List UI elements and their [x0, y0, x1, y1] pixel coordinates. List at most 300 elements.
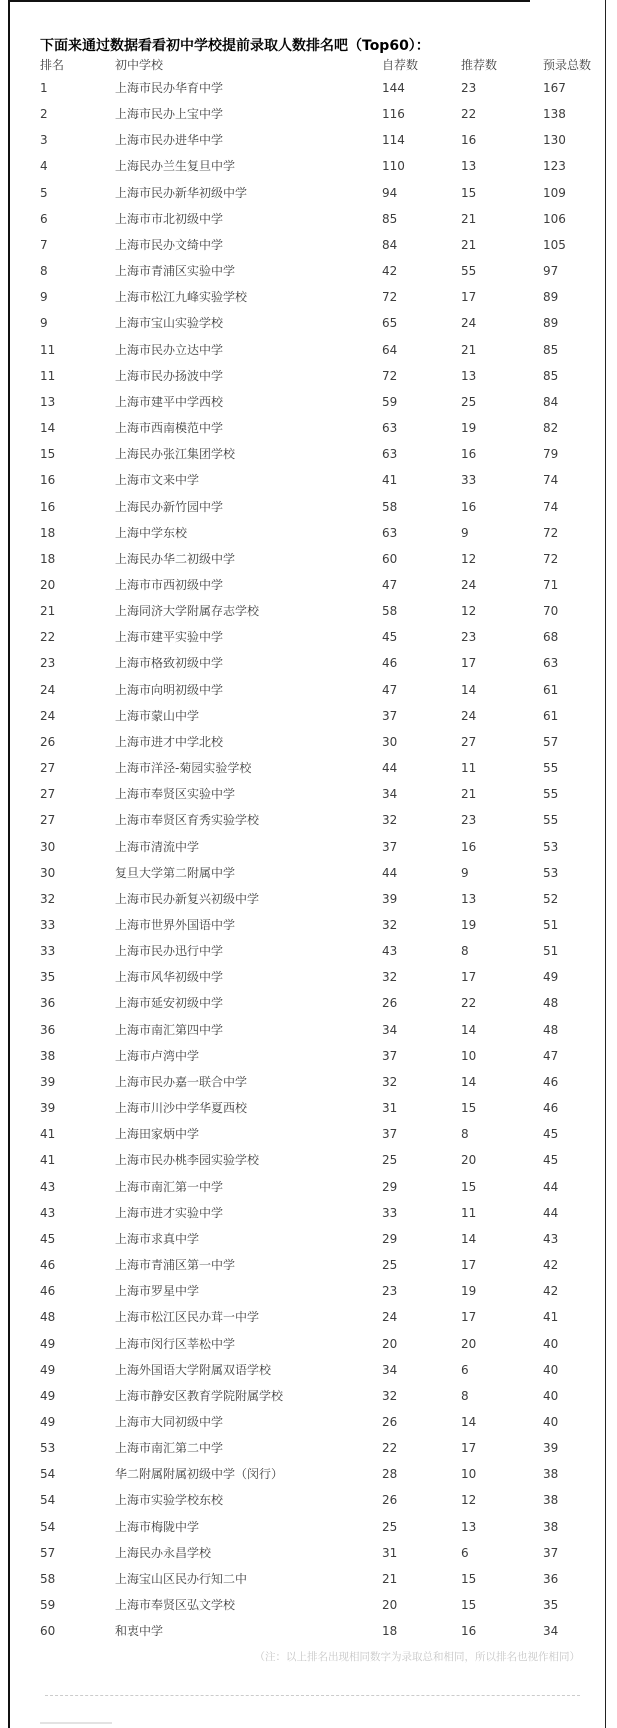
school-cell: 上海市青浦区实验中学 [115, 264, 236, 279]
self-recommend-cell: 63 [382, 421, 398, 436]
cutoff-element-edge [40, 1722, 112, 1724]
table-row [0, 703, 617, 729]
total-cell: 74 [543, 499, 559, 514]
recommend-cell: 17 [461, 656, 477, 671]
recommend-cell: 14 [461, 1074, 477, 1089]
header-recommend-count: 推荐数 [461, 58, 498, 72]
recommend-cell: 21 [461, 787, 477, 802]
total-cell: 55 [543, 761, 559, 776]
self-recommend-cell: 32 [382, 1074, 398, 1089]
table-row [0, 127, 617, 153]
school-cell: 上海市求真中学 [115, 1231, 200, 1246]
table-row [0, 886, 617, 912]
total-cell: 53 [543, 839, 559, 854]
total-cell: 55 [543, 813, 559, 828]
recommend-cell: 25 [461, 394, 477, 409]
rank-cell: 43 [40, 1179, 56, 1194]
self-recommend-cell: 85 [382, 211, 398, 226]
table-row [0, 415, 617, 441]
rank-cell: 6 [40, 211, 48, 226]
school-cell: 上海市进才中学北校 [115, 734, 224, 749]
recommend-cell: 24 [461, 316, 477, 331]
school-cell: 上海宝山区民办行知二中 [115, 1571, 248, 1586]
school-cell: 上海市民办新华初级中学 [115, 185, 248, 200]
recommend-cell: 17 [461, 1310, 477, 1325]
self-recommend-cell: 34 [382, 787, 398, 802]
school-cell: 上海民办兰生复旦中学 [115, 159, 236, 174]
total-cell: 167 [543, 81, 566, 95]
table-row [0, 781, 617, 807]
recommend-cell: 8 [461, 944, 469, 959]
table-row [0, 1121, 617, 1147]
total-cell: 49 [543, 970, 559, 985]
school-cell: 上海市南汇第二中学 [115, 1441, 224, 1456]
table-row [0, 860, 617, 886]
recommend-cell: 19 [461, 421, 477, 436]
table-row [0, 337, 617, 363]
total-cell: 40 [543, 1388, 559, 1403]
school-cell: 上海市市西初级中学 [115, 577, 224, 592]
table-row [0, 1383, 617, 1409]
total-cell: 52 [543, 891, 559, 906]
school-cell: 上海市奉贤区弘文学校 [115, 1598, 236, 1613]
school-cell: 上海市延安初级中学 [115, 996, 224, 1011]
recommend-cell: 13 [461, 368, 477, 383]
table-row [0, 1618, 617, 1644]
header-school: 初中学校 [115, 58, 164, 72]
school-cell: 上海市洋泾-菊园实验学校 [115, 761, 252, 776]
school-cell: 上海市西南模范中学 [115, 421, 224, 436]
recommend-cell: 10 [461, 1467, 477, 1482]
rank-cell: 16 [40, 499, 56, 514]
recommend-cell: 11 [461, 761, 477, 776]
recommend-cell: 15 [461, 1571, 477, 1586]
recommend-cell: 11 [461, 1205, 477, 1220]
table-row [0, 755, 617, 781]
school-cell: 复旦大学第二附属中学 [115, 865, 236, 880]
rank-cell: 2 [40, 107, 48, 122]
self-recommend-cell: 37 [382, 1127, 398, 1142]
total-cell: 72 [543, 551, 559, 566]
school-cell: 上海市民办华育中学 [115, 81, 224, 95]
recommend-cell: 16 [461, 839, 477, 854]
school-cell: 上海市大同初级中学 [115, 1414, 224, 1429]
rank-cell: 21 [40, 604, 56, 619]
recommend-cell: 10 [461, 1048, 477, 1063]
rank-cell: 23 [40, 656, 56, 671]
self-recommend-cell: 20 [382, 1598, 398, 1613]
self-recommend-cell: 63 [382, 447, 398, 462]
rank-cell: 22 [40, 630, 56, 645]
self-recommend-cell: 26 [382, 1493, 398, 1508]
total-cell: 40 [543, 1414, 559, 1429]
self-recommend-cell: 110 [382, 159, 405, 174]
school-cell: 上海市南汇第一中学 [115, 1179, 224, 1194]
rank-cell: 53 [40, 1441, 56, 1456]
total-cell: 57 [543, 734, 559, 749]
rank-cell: 26 [40, 734, 56, 749]
rank-cell: 41 [40, 1153, 56, 1168]
recommend-cell: 16 [461, 133, 477, 148]
table-row [0, 624, 617, 650]
total-cell: 84 [543, 394, 559, 409]
rank-cell: 39 [40, 1074, 56, 1089]
rank-cell: 60 [40, 1624, 56, 1639]
table-row [0, 363, 617, 389]
rank-cell: 14 [40, 421, 56, 436]
table-row [0, 598, 617, 624]
recommend-cell: 14 [461, 682, 477, 697]
table-row [0, 1540, 617, 1566]
table-row [0, 1252, 617, 1278]
table-row [0, 180, 617, 206]
school-cell: 上海市宝山实验学校 [115, 316, 224, 331]
self-recommend-cell: 32 [382, 813, 398, 828]
recommend-cell: 15 [461, 1101, 477, 1116]
total-cell: 47 [543, 1048, 559, 1063]
header-self-recommend-count: 自荐数 [382, 58, 419, 72]
rank-cell: 39 [40, 1101, 56, 1116]
school-cell: 上海市进才实验中学 [115, 1205, 224, 1220]
total-cell: 35 [543, 1598, 559, 1613]
rank-cell: 7 [40, 237, 48, 252]
total-cell: 45 [543, 1127, 559, 1142]
total-cell: 43 [543, 1231, 559, 1246]
recommend-cell: 20 [461, 1153, 477, 1168]
rank-cell: 43 [40, 1205, 56, 1220]
table-row [0, 1200, 617, 1226]
recommend-cell: 21 [461, 342, 477, 357]
school-cell: 上海市民办扬波中学 [115, 368, 224, 383]
table-row [0, 1095, 617, 1121]
rank-cell: 48 [40, 1310, 56, 1325]
recommend-cell: 23 [461, 813, 477, 828]
school-cell: 上海市向明初级中学 [115, 682, 224, 697]
self-recommend-cell: 21 [382, 1571, 398, 1586]
school-cell: 上海中学东校 [115, 525, 188, 540]
recommend-cell: 14 [461, 1414, 477, 1429]
school-cell: 上海市罗星中学 [115, 1284, 200, 1299]
total-cell: 89 [543, 316, 559, 331]
rank-cell: 36 [40, 996, 56, 1011]
table-row [0, 1147, 617, 1173]
recommend-cell: 33 [461, 473, 477, 488]
self-recommend-cell: 94 [382, 185, 398, 200]
school-cell: 上海外国语大学附属双语学校 [115, 1362, 272, 1377]
self-recommend-cell: 33 [382, 1205, 398, 1220]
school-cell: 上海市民办文绮中学 [115, 237, 224, 252]
self-recommend-cell: 84 [382, 237, 398, 252]
self-recommend-cell: 65 [382, 316, 398, 331]
self-recommend-cell: 44 [382, 761, 398, 776]
rank-cell: 20 [40, 577, 56, 592]
recommend-cell: 15 [461, 1179, 477, 1194]
recommend-cell: 15 [461, 185, 477, 200]
self-recommend-cell: 28 [382, 1467, 398, 1482]
rank-cell: 13 [40, 394, 56, 409]
rank-cell: 1 [40, 81, 48, 95]
table-row [0, 834, 617, 860]
self-recommend-cell: 37 [382, 839, 398, 854]
self-recommend-cell: 63 [382, 525, 398, 540]
total-cell: 89 [543, 290, 559, 305]
table-header-row [0, 56, 617, 74]
total-cell: 63 [543, 656, 559, 671]
total-cell: 51 [543, 918, 559, 932]
rank-cell: 4 [40, 159, 48, 174]
recommend-cell: 9 [461, 525, 469, 540]
self-recommend-cell: 34 [382, 1022, 398, 1037]
table-row [0, 153, 617, 179]
header-preadmission-total: 预录总数 [543, 58, 592, 72]
rank-cell: 45 [40, 1231, 56, 1246]
total-cell: 61 [543, 682, 559, 697]
table-row [0, 650, 617, 676]
school-cell: 上海市奉贤区实验中学 [115, 787, 236, 802]
recommend-cell: 9 [461, 865, 469, 880]
self-recommend-cell: 31 [382, 1545, 398, 1560]
self-recommend-cell: 25 [382, 1258, 398, 1273]
recommend-cell: 12 [461, 1493, 477, 1508]
school-cell: 华二附属附属初级中学（闵行） [115, 1467, 284, 1482]
school-cell: 上海市松江九峰实验学校 [115, 290, 248, 305]
total-cell: 130 [543, 133, 566, 148]
total-cell: 39 [543, 1441, 559, 1456]
table-row [0, 494, 617, 520]
school-cell: 上海市民办新复兴初级中学 [115, 891, 260, 906]
rank-cell: 38 [40, 1048, 56, 1063]
recommend-cell: 17 [461, 290, 477, 305]
table-row [0, 258, 617, 284]
table-row [0, 1409, 617, 1435]
total-cell: 46 [543, 1101, 559, 1116]
recommend-cell: 17 [461, 1441, 477, 1456]
school-cell: 上海市民办进华中学 [115, 133, 224, 148]
table-row [0, 990, 617, 1016]
table-row [0, 1174, 617, 1200]
total-cell: 48 [543, 996, 559, 1011]
school-cell: 上海市实验学校东校 [115, 1493, 224, 1508]
recommend-cell: 22 [461, 996, 477, 1011]
rank-cell: 33 [40, 918, 56, 932]
school-cell: 上海市风华初级中学 [115, 970, 224, 985]
self-recommend-cell: 32 [382, 970, 398, 985]
table-row [0, 441, 617, 467]
school-cell: 上海市民办立达中学 [115, 342, 224, 357]
self-recommend-cell: 24 [382, 1310, 398, 1325]
self-recommend-cell: 22 [382, 1441, 398, 1456]
school-cell: 上海市卢湾中学 [115, 1048, 200, 1063]
self-recommend-cell: 64 [382, 342, 398, 357]
recommend-cell: 14 [461, 1231, 477, 1246]
self-recommend-cell: 34 [382, 1362, 398, 1377]
rank-cell: 49 [40, 1362, 56, 1377]
table-row [0, 1487, 617, 1513]
recommend-cell: 8 [461, 1388, 469, 1403]
self-recommend-cell: 72 [382, 368, 398, 383]
recommend-cell: 19 [461, 1284, 477, 1299]
table-row [0, 546, 617, 572]
total-cell: 36 [543, 1571, 559, 1586]
total-cell: 34 [543, 1624, 559, 1639]
recommend-cell: 8 [461, 1127, 469, 1142]
total-cell: 53 [543, 865, 559, 880]
recommend-cell: 21 [461, 211, 477, 226]
rank-cell: 24 [40, 682, 56, 697]
total-cell: 37 [543, 1545, 559, 1560]
self-recommend-cell: 32 [382, 1388, 398, 1403]
school-cell: 上海市民办迅行中学 [115, 944, 224, 959]
total-cell: 70 [543, 604, 559, 619]
table-row [0, 1043, 617, 1069]
content-box-top-border [8, 0, 530, 2]
table-row [0, 284, 617, 310]
table-row [0, 467, 617, 493]
table-row [0, 520, 617, 546]
self-recommend-cell: 58 [382, 604, 398, 619]
recommend-cell: 55 [461, 264, 477, 279]
total-cell: 74 [543, 473, 559, 488]
rank-cell: 32 [40, 891, 56, 906]
table-row [0, 1069, 617, 1095]
table-row [0, 232, 617, 258]
school-cell: 上海田家炳中学 [115, 1127, 200, 1142]
recommend-cell: 23 [461, 630, 477, 645]
total-cell: 79 [543, 447, 559, 462]
rank-cell: 49 [40, 1414, 56, 1429]
self-recommend-cell: 29 [382, 1231, 398, 1246]
total-cell: 72 [543, 525, 559, 540]
rank-cell: 49 [40, 1388, 56, 1403]
self-recommend-cell: 60 [382, 551, 398, 566]
self-recommend-cell: 20 [382, 1336, 398, 1351]
school-cell: 上海民办张江集团学校 [115, 447, 236, 462]
rank-cell: 54 [40, 1493, 56, 1508]
total-cell: 106 [543, 211, 566, 226]
school-cell: 上海同济大学附属存志学校 [115, 604, 260, 619]
recommend-cell: 20 [461, 1336, 477, 1351]
total-cell: 97 [543, 264, 559, 279]
total-cell: 38 [543, 1493, 559, 1508]
school-cell: 上海市蒙山中学 [115, 708, 200, 723]
school-cell: 上海市静安区教育学院附属学校 [115, 1388, 284, 1403]
rank-cell: 18 [40, 551, 56, 566]
school-cell: 上海市文来中学 [115, 473, 200, 488]
recommend-cell: 17 [461, 1258, 477, 1273]
self-recommend-cell: 26 [382, 1414, 398, 1429]
rank-cell: 35 [40, 970, 56, 985]
rank-cell: 46 [40, 1284, 56, 1299]
school-cell: 上海市川沙中学华夏西校 [115, 1101, 248, 1116]
school-cell: 上海民办新竹园中学 [115, 499, 224, 514]
recommend-cell: 6 [461, 1545, 469, 1560]
dashed-divider [45, 1695, 580, 1696]
self-recommend-cell: 32 [382, 918, 398, 932]
self-recommend-cell: 23 [382, 1284, 398, 1299]
recommend-cell: 24 [461, 708, 477, 723]
total-cell: 138 [543, 107, 566, 122]
total-cell: 44 [543, 1205, 559, 1220]
recommend-cell: 19 [461, 918, 477, 932]
school-cell: 上海市松江区民办茸一中学 [115, 1310, 260, 1325]
rank-cell: 36 [40, 1022, 56, 1037]
header-rank: 排名 [40, 58, 65, 72]
self-recommend-cell: 26 [382, 996, 398, 1011]
rank-cell: 3 [40, 133, 48, 148]
total-cell: 123 [543, 159, 566, 174]
rank-cell: 49 [40, 1336, 56, 1351]
rank-cell: 27 [40, 813, 56, 828]
self-recommend-cell: 44 [382, 865, 398, 880]
rank-cell: 30 [40, 839, 56, 854]
rank-cell: 9 [40, 316, 48, 331]
page-title: 下面来通过数据看看初中学校提前录取人数排名吧（Top60）： [40, 38, 430, 55]
footnote: （注：以上排名出现相同数字为录取总和相同，所以排名也视作相同） [254, 1651, 580, 1663]
total-cell: 44 [543, 1179, 559, 1194]
self-recommend-cell: 47 [382, 682, 398, 697]
self-recommend-cell: 30 [382, 734, 398, 749]
table-row [0, 75, 617, 101]
total-cell: 42 [543, 1284, 559, 1299]
rank-cell: 5 [40, 185, 48, 200]
total-cell: 38 [543, 1467, 559, 1482]
recommend-cell: 17 [461, 970, 477, 985]
self-recommend-cell: 29 [382, 1179, 398, 1194]
self-recommend-cell: 72 [382, 290, 398, 305]
table-row [0, 101, 617, 127]
self-recommend-cell: 116 [382, 107, 405, 122]
rank-cell: 58 [40, 1571, 56, 1586]
school-cell: 上海市建平实验中学 [115, 630, 224, 645]
school-cell: 上海市闵行区莘松中学 [115, 1336, 236, 1351]
school-cell: 上海市格致初级中学 [115, 656, 224, 671]
rank-cell: 16 [40, 473, 56, 488]
total-cell: 51 [543, 944, 559, 959]
table-row [0, 389, 617, 415]
rank-cell: 11 [40, 368, 56, 383]
table-row [0, 912, 617, 938]
total-cell: 48 [543, 1022, 559, 1037]
rank-cell: 24 [40, 708, 56, 723]
recommend-cell: 27 [461, 734, 477, 749]
recommend-cell: 16 [461, 1624, 477, 1639]
self-recommend-cell: 114 [382, 133, 405, 148]
school-cell: 上海市民办桃李园实验学校 [115, 1153, 260, 1168]
self-recommend-cell: 45 [382, 630, 398, 645]
self-recommend-cell: 58 [382, 499, 398, 514]
self-recommend-cell: 25 [382, 1153, 398, 1168]
rank-cell: 33 [40, 944, 56, 959]
self-recommend-cell: 43 [382, 944, 398, 959]
total-cell: 71 [543, 577, 559, 592]
recommend-cell: 24 [461, 577, 477, 592]
school-cell: 上海市建平中学西校 [115, 394, 224, 409]
self-recommend-cell: 37 [382, 1048, 398, 1063]
table-row [0, 1514, 617, 1540]
school-cell: 上海市梅陇中学 [115, 1519, 200, 1534]
school-cell: 上海市民办上宝中学 [115, 107, 224, 122]
table-body [0, 75, 617, 1644]
rank-cell: 54 [40, 1467, 56, 1482]
table-row [0, 1226, 617, 1252]
total-cell: 41 [543, 1310, 559, 1325]
rank-cell: 11 [40, 342, 56, 357]
rank-cell: 46 [40, 1258, 56, 1273]
recommend-cell: 12 [461, 604, 477, 619]
recommend-cell: 6 [461, 1362, 469, 1377]
total-cell: 82 [543, 421, 559, 436]
total-cell: 109 [543, 185, 566, 200]
